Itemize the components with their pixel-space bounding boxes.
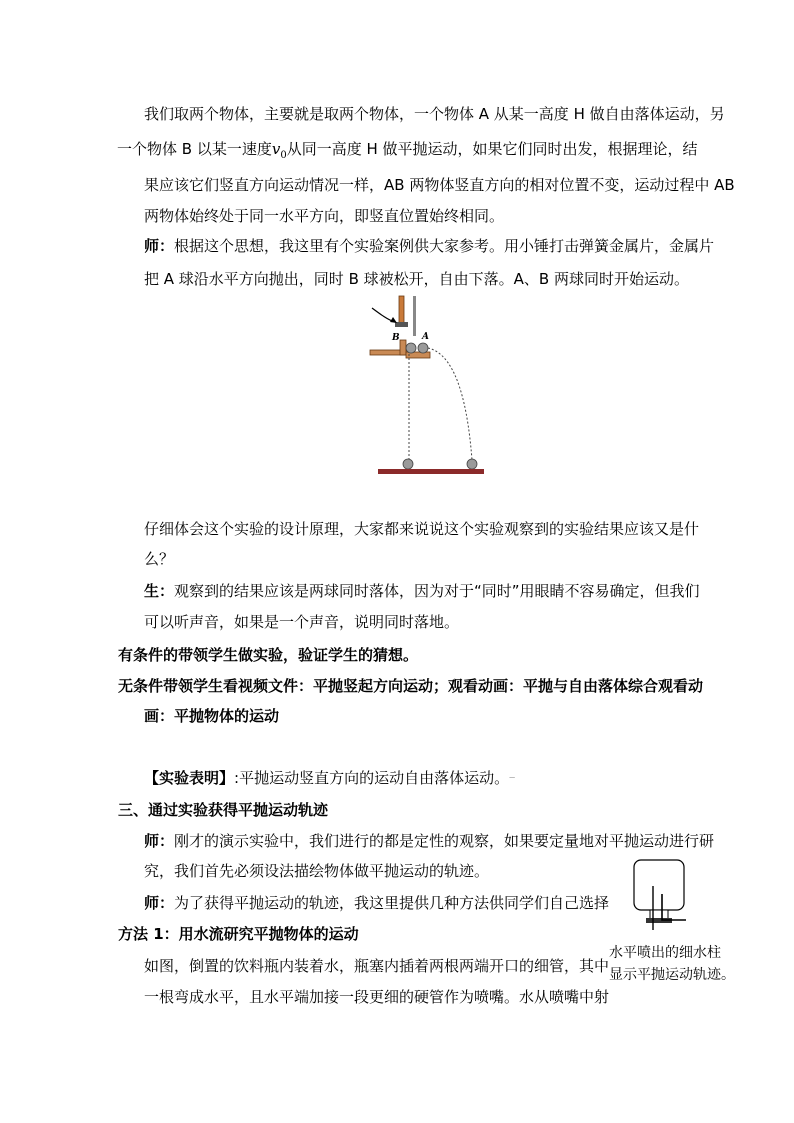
- method1-line2: 一根弯成水平，且水平端加接一段更细的硬管作为喷嘴。水从喷嘴中射: [144, 988, 610, 1006]
- paragraph1-line2: [117, 138, 698, 167]
- figure2-caption-line2: 显示平抛运动轨迹。: [609, 967, 735, 983]
- paragraph1-line2-pre: 一个物体 B 以某一速度: [117, 140, 272, 158]
- teacher2-line2: 究，我们首先必须设法描绘物体做平抛运动的轨迹。: [144, 862, 490, 880]
- method1-line1: 如图，倒置的饮料瓶内装着水，瓶塞内插着两根两端开口的细管，其中: [144, 957, 610, 975]
- section3-title: 三、通过实验获得平抛运动轨迹: [118, 801, 329, 819]
- teacher1-line1: [144, 235, 714, 257]
- bold-statement-2-line1: 无条件带领学生看视频文件：平抛竖起方向运动；观看动画：平抛与自由落体综合观看动: [118, 677, 704, 695]
- ground: [378, 469, 484, 474]
- paragraph2-line2: 么？: [144, 550, 175, 568]
- student1-line1: [144, 580, 700, 602]
- bold-statement-2-line2: 画：平抛物体的运动: [144, 707, 280, 725]
- support-rod: [413, 296, 416, 336]
- teacher1-text1: 根据这个思想，我这里有个实验案例供大家参考。用小锤打击弹簧金属片，金属片: [174, 237, 715, 255]
- hammer-head: [395, 322, 408, 327]
- label-a: A: [422, 332, 429, 342]
- ball-b-start: [406, 343, 416, 353]
- speaker-label: 师：: [144, 237, 175, 255]
- paragraph1-line4: 两物体始终处于同一水平方向，即竖直位置始终相同。: [144, 207, 505, 225]
- ball-a-start: [418, 343, 428, 353]
- conclusion-label: 【实验表明】: [144, 769, 235, 787]
- conclusion-line: [144, 767, 515, 790]
- projectile-experiment-figure: [368, 292, 490, 480]
- teacher2-line1: [144, 830, 714, 852]
- teacher3-line1: [144, 892, 609, 914]
- ball-a-end: [467, 459, 477, 469]
- speaker-label: 生：: [144, 582, 175, 600]
- teacher2-text1: 刚才的演示实验中，我们进行的都是定性的观察，如果要定量地对平抛运动进行研: [174, 832, 715, 850]
- projectile-path: [428, 348, 472, 460]
- conclusion-mark: —: [509, 774, 516, 782]
- platform-post: [400, 340, 406, 355]
- bold-statement-1: 有条件的带领学生做实验，验证学生的猜想。: [118, 646, 419, 664]
- figure2-caption-line1: 水平喷出的细水柱: [609, 945, 721, 961]
- bottle-body: [634, 860, 684, 910]
- velocity-symbol: [271, 140, 287, 161]
- conclusion-text: :平抛运动竖直方向的运动自由落体运动。: [234, 769, 510, 787]
- paragraph1-line3: 果应该它们竖直方向运动情况一样，AB 两物体竖直方向的相对位置不变，运动过程中 AB: [144, 176, 735, 194]
- water-bottle-figure: [628, 856, 690, 936]
- hammer-handle: [399, 296, 404, 324]
- paragraph2-line1: 仔细体会这个实验的设计原理，大家都来说说这个实验观察到的实验结果应该又是什: [144, 520, 700, 538]
- velocity-var: v: [271, 140, 281, 158]
- speaker-label: 师：: [144, 894, 175, 912]
- velocity-subscript: 0: [280, 150, 287, 161]
- teacher1-line2: 把 A 球沿水平方向抛出，同时 B 球被松开，自由下落。A、B 两球同时开始运动。: [144, 270, 689, 288]
- ball-b-end: [403, 459, 413, 469]
- method1-title: 方法 1：用水流研究平抛物体的运动: [118, 925, 359, 943]
- student1-line2: 可以听声音，如果是一个声音，说明同时落地。: [144, 613, 460, 631]
- paragraph1-line1: 我们取两个物体，主要就是取两个物体，一个物体 A 从某一高度 H 做自由落体运动，另: [144, 105, 725, 123]
- speaker-label: 师：: [144, 832, 175, 850]
- paragraph1-line2-post: 从同一高度 H 做平抛运动，如果它们同时出发，根据理论，结: [286, 140, 698, 158]
- label-b: B: [392, 333, 400, 343]
- student1-text1: 观察到的结果应该是两球同时落体，因为对于“同时”用眼睛不容易确定，但我们: [174, 582, 700, 600]
- teacher3-text1: 为了获得平抛运动的轨迹，我这里提供几种方法供同学们自己选择: [174, 894, 610, 912]
